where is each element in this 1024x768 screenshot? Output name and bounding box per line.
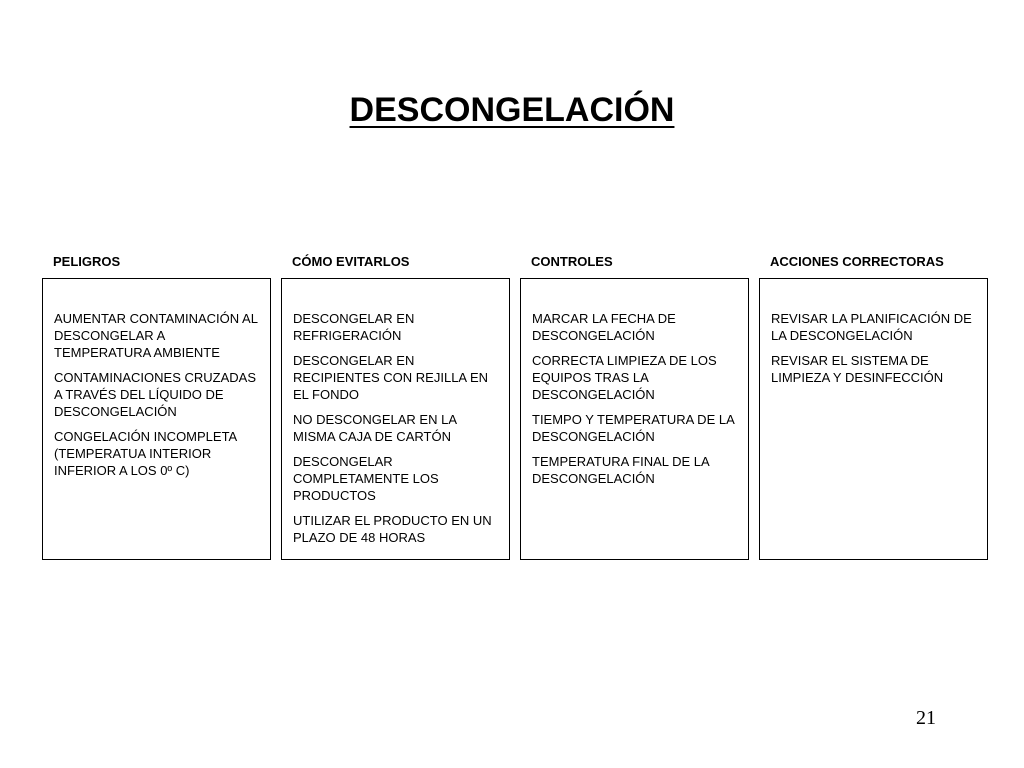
column-header-peligros: PELIGROS [53, 254, 121, 269]
list-item: DESCONGELAR COMPLETAMENTE LOS PRODUCTOS [293, 454, 439, 503]
column-box-peligros [42, 278, 271, 560]
list-item: CONGELACIÓN INCOMPLETA (TEMPERATUA INTERIOR INFERIOR A LOS 0º C) [54, 429, 237, 478]
list-item: CORRECTA LIMPIEZA DE LOS EQUIPOS TRAS LA DESCONGELACIÓN [532, 353, 717, 402]
list-item: TIEMPO Y TEMPERATURA DE LA DESCONGELACIÓN [532, 412, 735, 444]
page-number: 21 [916, 707, 936, 729]
slide-title: DESCONGELACIÓN [349, 91, 675, 129]
list-item: REVISAR LA PLANIFICACIÓN DE LA DESCONGELACIÓN [771, 311, 972, 343]
list-item: MARCAR LA FECHA DE DESCONGELACIÓN [532, 311, 676, 343]
column-header-como-evitarlos: CÓMO EVITARLOS [292, 254, 410, 269]
list-item: TEMPERATURA FINAL DE LA DESCONGELACIÓN [532, 454, 709, 486]
list-item: UTILIZAR EL PRODUCTO EN UN PLAZO DE 48 HORAS [293, 513, 492, 545]
list-item: DESCONGELAR EN REFRIGERACIÓN [293, 311, 415, 343]
column-header-acciones-correctoras: ACCIONES CORRECTORAS [770, 254, 944, 269]
column-box-como-evitarlos [281, 278, 510, 560]
list-item: NO DESCONGELAR EN LA MISMA CAJA DE CARTÓN [293, 412, 457, 444]
list-item: CONTAMINACIONES CRUZADAS A TRAVÉS DEL LÍQUIDO DE DESCONGELACIÓN [54, 370, 256, 419]
column-box-controles [520, 278, 749, 560]
column-header-controles: CONTROLES [531, 254, 613, 269]
list-item: AUMENTAR CONTAMINACIÓN AL DESCONGELAR A TEMPERATURA AMBIENTE [54, 311, 258, 360]
column-box-acciones-correctoras [759, 278, 988, 560]
list-item: REVISAR EL SISTEMA DE LIMPIEZA Y DESINFECCIÓN [771, 353, 944, 385]
list-item: DESCONGELAR EN RECIPIENTES CON REJILLA EN EL FONDO [293, 353, 489, 402]
